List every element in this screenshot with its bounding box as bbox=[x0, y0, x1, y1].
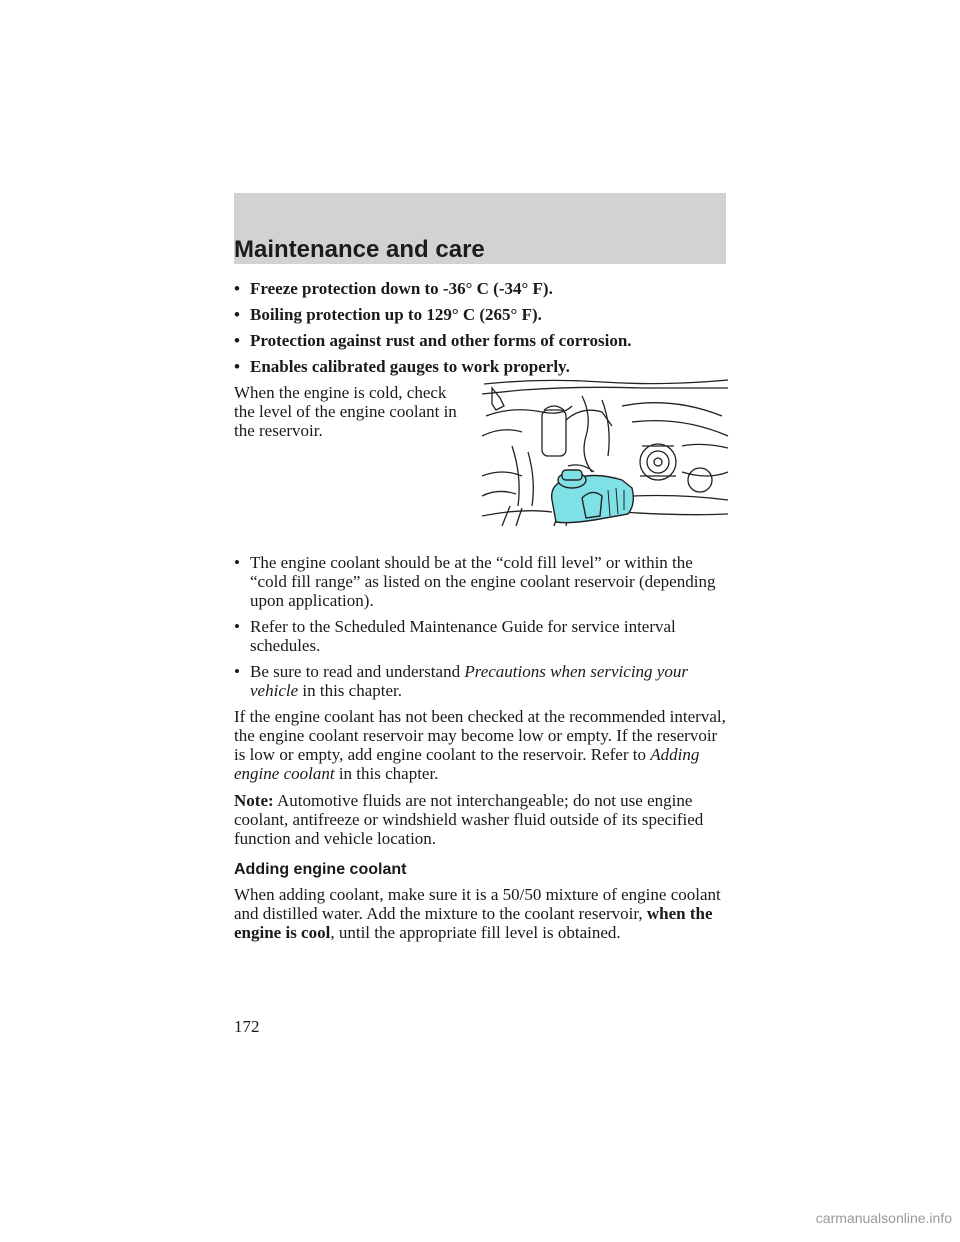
intro-text: When the engine is cold, check the level of the engine coolant in the reservoir. bbox=[234, 383, 457, 440]
note-label: Note: bbox=[234, 791, 274, 810]
adding-coolant-link[interactable]: Adding engine coolant bbox=[234, 745, 700, 783]
engine-cool-emphasis: when the engine is cool bbox=[234, 904, 713, 942]
note-paragraph: Note: Automotive fluids are not interchangeable; do not use engine coolant, antifreeze or windshield washer fluid outside of its specified function and vehicle location. bbox=[234, 791, 704, 848]
page-number: 172 bbox=[234, 1017, 260, 1036]
section-heading: Adding engine coolant bbox=[234, 861, 407, 878]
adding-coolant-paragraph: When adding coolant, make sure it is a 50/50 mixture of engine coolant and distilled water. Add the mixture to the coolant reservoir, when the engine is cool, until the appropriate fill level is obtained. bbox=[234, 885, 721, 942]
bullet-cold-fill: • The engine coolant should be at the “cold fill level” or within the “cold fill range” as listed on the engine coolant reservoir (depending upon application). bbox=[234, 553, 716, 610]
bullet-precautions: • Be sure to read and understand Precautions when servicing your vehicle in this chapter. bbox=[234, 662, 688, 700]
page-title: Maintenance and care bbox=[234, 236, 485, 263]
bullet-rust: • Protection against rust and other forms of corrosion. bbox=[234, 331, 632, 350]
bullet-freeze: • Freeze protection down to -36° C (-34° F). bbox=[234, 279, 553, 298]
paragraph-check-interval: If the engine coolant has not been checked at the recommended interval, the engine coolant reservoir may become low or empty. If the reservoir is low or empty, add engine coolant to the reservoir. Refer to Adding engine coolant in this chapter. bbox=[234, 707, 726, 783]
bullet-gauges: • Enables calibrated gauges to work properly. bbox=[234, 357, 570, 376]
main-content bbox=[234, 279, 730, 950]
bullet-boiling: • Boiling protection up to 129° C (265° F). bbox=[234, 305, 542, 324]
bullet-maintenance-guide: • Refer to the Scheduled Maintenance Guide for service interval schedules. bbox=[234, 617, 676, 655]
engine-coolant-reservoir-illustration bbox=[482, 376, 730, 536]
footer-watermark[interactable]: carmanualsonline.info bbox=[815, 1210, 952, 1226]
precautions-link[interactable]: Precautions when servicing your vehicle bbox=[250, 662, 688, 700]
engine-bay-icon bbox=[482, 376, 730, 536]
intro-row bbox=[234, 383, 730, 553]
